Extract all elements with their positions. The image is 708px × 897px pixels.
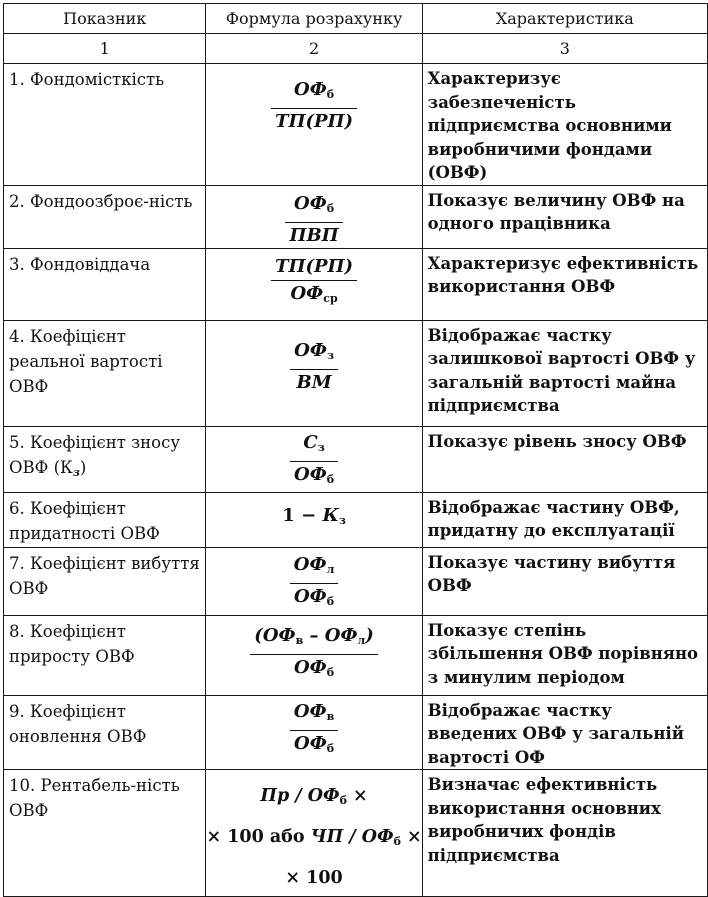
formula-cell — [206, 64, 422, 186]
formula-cell — [206, 615, 422, 695]
characteristic-text: Показує частину вибуття ОВФ — [422, 547, 707, 615]
formula-numerator: $С_з$ — [290, 431, 338, 462]
formula-denominator: $ОФ_б$ — [294, 463, 335, 486]
formula-fraction — [271, 78, 357, 134]
formula-fraction — [290, 553, 339, 614]
formula-fraction — [250, 624, 378, 685]
formula-denominator: ВМ — [296, 371, 332, 393]
formula-numerator: $ОФ_з$ — [290, 339, 338, 370]
formula-cell — [206, 185, 422, 248]
table-row — [4, 320, 708, 426]
column-number-2: 2 — [206, 34, 422, 64]
formula-line-1: Пр / $ОФ_б$ × — [260, 786, 368, 807]
column-number-1: 1 — [4, 34, 206, 64]
indicator-name: 3. Фондовіддача — [4, 248, 206, 320]
indicator-name: 7. Коефіцієнт вибуття ОВФ — [4, 547, 206, 615]
header-formula: Формула розрахунку — [206, 4, 422, 34]
formula-denominator: ПВП — [289, 224, 339, 246]
formula-denominator: $ОФ_б$ — [294, 732, 335, 755]
table-row — [4, 615, 708, 695]
formula-cell — [206, 426, 422, 492]
table-row — [4, 695, 708, 770]
column-number-3: 3 — [422, 34, 707, 64]
characteristic-text: Відображає частку введених ОВФ у загальній вартості ОФ — [422, 695, 707, 770]
formula-fraction — [290, 431, 338, 492]
table-row — [4, 185, 708, 248]
indicator-name: 6. Коефіцієнт придатності ОВФ — [4, 492, 206, 547]
table-row — [4, 248, 708, 320]
indicator-name: 4. Коефіцієнт реальної вартості ОВФ — [4, 320, 206, 426]
formula-cell — [206, 695, 422, 770]
table-row — [4, 64, 708, 186]
characteristic-text: Визначає ефективність використання основних виробничих фондів підприємства — [422, 770, 707, 897]
formula-fraction — [271, 255, 357, 311]
header-characteristic: Характеристика — [422, 4, 707, 34]
indicator-name: 8. Коефіцієнт приросту ОВФ — [4, 615, 206, 695]
formula-numerator: $ОФ_б$ — [285, 192, 342, 223]
header-indicator: Показник — [4, 4, 206, 34]
indicator-name: 9. Коефіцієнт оновлення ОВФ — [4, 695, 206, 770]
indicator-name: 2. Фондоозброє-ність — [4, 185, 206, 248]
characteristic-text: Відображає частку залишкової вартості ОВФ у загальній вартості майна підприємства — [422, 320, 707, 426]
table-row — [4, 770, 708, 897]
table-row — [4, 547, 708, 615]
formula-numerator: $ОФ_б$ — [271, 78, 357, 109]
formula-numerator: $ОФ_в$ — [290, 700, 338, 731]
formula-cell — [206, 248, 422, 320]
formula-numerator: $(ОФ_в - ОФ_л)$ — [250, 624, 378, 655]
formula-numerator: ТП(РП) — [271, 255, 357, 281]
formula-expression — [206, 770, 421, 896]
formula-denominator: ТП(РП) — [275, 111, 354, 132]
formula-denominator: $ОФ_б$ — [294, 585, 335, 608]
formula-fraction — [290, 700, 338, 761]
table-row — [4, 492, 708, 547]
formula-cell — [206, 492, 422, 547]
indicators-table — [3, 3, 708, 897]
formula-numerator: $ОФ_л$ — [290, 553, 339, 584]
characteristic-text: Показує величину ОВФ на одного працівника — [422, 185, 707, 248]
table-row — [4, 426, 708, 492]
indicator-name: 1. Фондомісткість — [4, 64, 206, 186]
characteristic-text: Відображає частину ОВФ, придатну до експлуатації — [422, 492, 707, 547]
characteristic-text: Характеризує ефективність використання ОВФ — [422, 248, 707, 320]
formula-cell — [206, 770, 422, 897]
formula-denominator: $ОФ_б$ — [294, 656, 335, 679]
formula-cell — [206, 320, 422, 426]
formula-line-2: × 100 або ЧП / $ОФ_б$ × — [206, 827, 422, 848]
formula-fraction — [290, 339, 338, 395]
characteristic-text: Показує степінь збільшення ОВФ порівняно з минулим періодом — [422, 615, 707, 695]
indicator-name: 10. Рентабель-ність ОВФ — [4, 770, 206, 897]
formula-denominator: $ОФ_{ср}$ — [290, 282, 338, 305]
formula-line-3: × 100 — [285, 868, 343, 888]
characteristic-text: Характеризує забезпеченість підприємства основними виробничими фондами (ОВФ) — [422, 64, 707, 186]
characteristic-text: Показує рівень зносу ОВФ — [422, 426, 707, 492]
formula-fraction — [285, 192, 342, 248]
indicator-name: 5. Коефіцієнт зносу ОВФ $(К_з)$ — [4, 426, 206, 492]
formula-cell — [206, 547, 422, 615]
formula-expression: $1 - К_з$ — [282, 504, 346, 527]
